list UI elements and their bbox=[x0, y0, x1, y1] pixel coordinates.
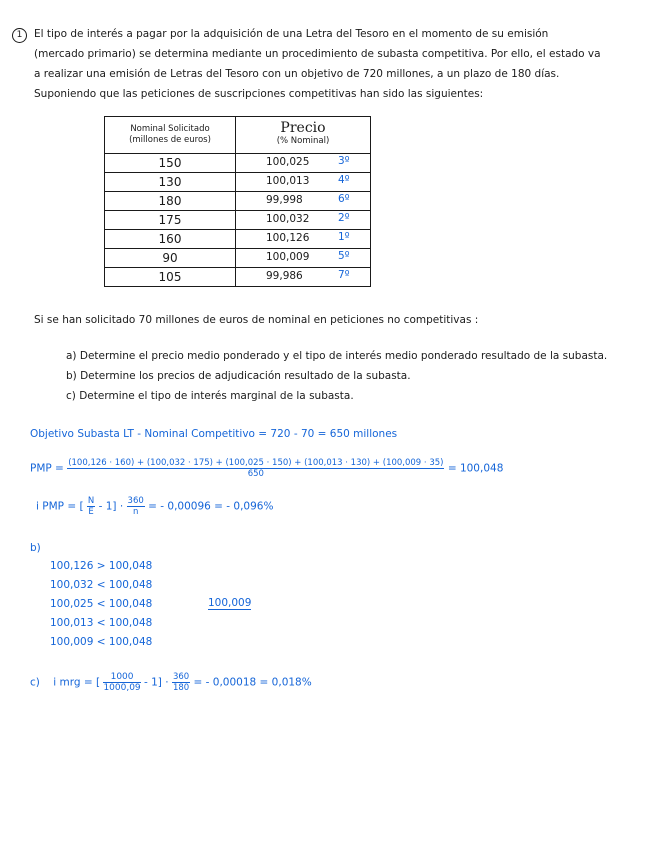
c-frac2-denominator: 180 bbox=[172, 683, 190, 693]
ipmp-result: = - 0,00096 = - 0,096% bbox=[148, 500, 274, 513]
table-row bbox=[105, 211, 371, 230]
ipmp-mid: - 1] · bbox=[98, 500, 124, 513]
price-cell bbox=[236, 173, 371, 192]
question-a: a) Determine el precio medio ponderado y el tipo de interés medio ponderado resultado de la subasta. bbox=[66, 350, 608, 362]
nominal-cell: 105 bbox=[105, 268, 236, 287]
c-frac-numerator: 1000 bbox=[103, 672, 140, 683]
pmp-label: PMP = bbox=[30, 462, 64, 475]
header-price-line2: (% Nominal) bbox=[276, 136, 330, 146]
b-line-1: 100,126 > 100,048 bbox=[50, 560, 153, 572]
question-c: c) Determine el tipo de interés marginal de la subasta. bbox=[66, 390, 354, 402]
table-header-row bbox=[105, 117, 371, 154]
ipmp-frac-numerator: N bbox=[87, 496, 95, 506]
rank-annotation: 3º bbox=[338, 155, 350, 167]
c-frac2-numerator: 360 bbox=[172, 672, 190, 682]
b-answer bbox=[208, 597, 251, 609]
header-nominal-line2: (millones de euros) bbox=[129, 135, 211, 145]
rank-annotation: 7º bbox=[338, 269, 350, 281]
price-value: 99,986 bbox=[266, 270, 303, 282]
problem-line-3: a realizar una emisión de Letras del Tesoro con un objetivo de 720 millones, a un plazo de 180 días. bbox=[34, 68, 560, 80]
ipmp-label: i PMP = [ bbox=[36, 500, 84, 513]
header-price bbox=[236, 117, 371, 154]
table-row bbox=[105, 268, 371, 287]
rank-annotation: 1º bbox=[338, 231, 350, 243]
header-nominal-line1: Nominal Solicitado bbox=[130, 124, 210, 134]
price-value: 99,998 bbox=[266, 194, 303, 206]
price-cell bbox=[236, 211, 371, 230]
table-row bbox=[105, 249, 371, 268]
objective-line: Objetivo Subasta LT - Nominal Competitivo = 720 - 70 = 650 millones bbox=[30, 428, 398, 440]
b-line-2: 100,032 < 100,048 bbox=[50, 579, 153, 591]
ipmp-frac2-numerator: 360 bbox=[127, 496, 144, 506]
problem-number: 1 bbox=[12, 28, 27, 43]
price-cell bbox=[236, 268, 371, 287]
price-value: 100,032 bbox=[266, 213, 310, 225]
pmp-numerator: (100,126 · 160) + (100,032 · 175) + (100,025 · 150) + (100,013 · 130) + (100,009 · 35) bbox=[68, 458, 444, 468]
c-fraction bbox=[103, 672, 140, 693]
rank-annotation: 4º bbox=[338, 174, 350, 186]
problem-line-2: (mercado primario) se determina mediante un procedimiento de subasta competitiva. Por ello, el estado va bbox=[34, 48, 601, 60]
nominal-cell: 180 bbox=[105, 192, 236, 211]
pmp-result: = 100,048 bbox=[447, 462, 504, 475]
table-row bbox=[105, 230, 371, 249]
problem-line-1: El tipo de interés a pagar por la adquisición de una Letra del Tesoro en el momento de su emisión bbox=[34, 28, 549, 40]
problem-line-4: Suponiendo que las peticiones de suscripciones competitivas han sido las siguientes: bbox=[34, 88, 484, 100]
bids-table bbox=[104, 116, 371, 287]
nominal-cell: 90 bbox=[105, 249, 236, 268]
table-row bbox=[105, 154, 371, 173]
b-answer-value: 100,009 bbox=[208, 597, 252, 609]
rank-annotation: 5º bbox=[338, 250, 350, 262]
c-result: = - 0,00018 = 0,018% bbox=[193, 676, 312, 689]
price-value: 100,013 bbox=[266, 175, 310, 187]
c-mid: - 1] · bbox=[144, 676, 169, 689]
b-line-3: 100,025 < 100,048 bbox=[50, 598, 153, 610]
price-cell bbox=[236, 230, 371, 249]
rank-annotation: 6º bbox=[338, 193, 350, 205]
ipmp-frac2-denominator: n bbox=[132, 507, 139, 517]
price-value: 100,009 bbox=[266, 251, 310, 263]
pmp-fraction bbox=[67, 458, 444, 479]
table-row bbox=[105, 173, 371, 192]
header-price-line1: Precio bbox=[280, 120, 326, 136]
pmp-denominator: 650 bbox=[247, 469, 264, 479]
nominal-cell: 150 bbox=[105, 154, 236, 173]
price-cell bbox=[236, 249, 371, 268]
header-nominal bbox=[105, 117, 236, 154]
nominal-cell: 130 bbox=[105, 173, 236, 192]
c-i-label: i mrg = [ bbox=[53, 676, 101, 689]
c-label: c) bbox=[30, 676, 40, 689]
table-row bbox=[105, 192, 371, 211]
price-value: 100,126 bbox=[266, 232, 310, 244]
question-b: b) Determine los precios de adjudicación resultado de la subasta. bbox=[66, 370, 411, 382]
nominal-cell: 160 bbox=[105, 230, 236, 249]
price-cell bbox=[236, 154, 371, 173]
c-formula bbox=[30, 672, 312, 693]
b-line-5: 100,009 < 100,048 bbox=[50, 636, 153, 648]
price-value: 100,025 bbox=[266, 156, 310, 168]
b-label: b) bbox=[30, 542, 41, 554]
pmp-formula bbox=[30, 458, 503, 479]
b-line-4: 100,013 < 100,048 bbox=[50, 617, 153, 629]
c-fraction-2 bbox=[172, 672, 190, 693]
ipmp-formula bbox=[36, 496, 273, 517]
non-competitive-statement: Si se han solicitado 70 millones de euros de nominal en peticiones no competitivas : bbox=[34, 314, 479, 326]
price-cell bbox=[236, 192, 371, 211]
c-frac-denominator: 1000,09 bbox=[103, 683, 141, 693]
ipmp-frac-denominator: E bbox=[88, 507, 94, 517]
ipmp-fraction-2 bbox=[127, 496, 145, 517]
nominal-cell: 175 bbox=[105, 211, 236, 230]
ipmp-fraction bbox=[87, 496, 95, 517]
rank-annotation: 2º bbox=[338, 212, 350, 224]
